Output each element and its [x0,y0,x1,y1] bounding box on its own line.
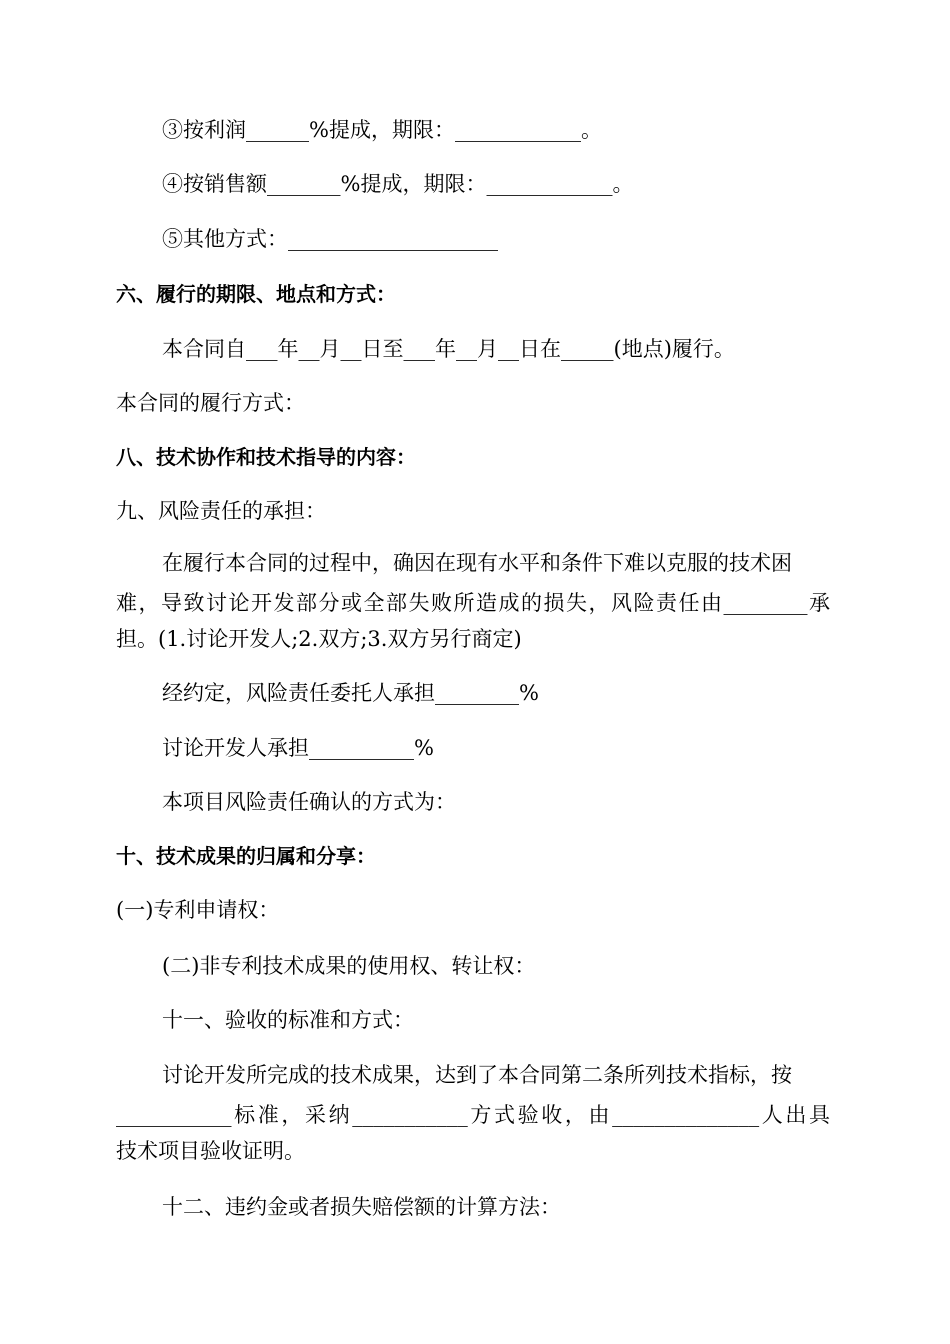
section-9-heading: 九、风险责任的承担： [116,499,326,523]
section-10-heading: 十、技术成果的归属和分享： [116,844,376,868]
patent-right-line: (一)专利申请权： [116,898,280,922]
risk-paragraph-line-2: 难，导致讨论开发部分或全部失败所造成的损失，风险责任由________承 [116,591,830,615]
section-6-heading: 六、履行的期限、地点和方式： [116,282,396,306]
risk-developer-share-line: 讨论开发人承担__________% [162,736,434,760]
risk-confirmation-line: 本项目风险责任确认的方式为： [162,790,456,814]
acceptance-paragraph-line-1: 讨论开发所完成的技术成果，达到了本合同第二条所列技术指标，按 [162,1063,792,1087]
commission-sales-line: ④按销售额_______%提成，期限：____________。 [162,172,634,196]
section-8-heading: 八、技术协作和技术指导的内容： [116,445,416,469]
acceptance-paragraph-line-3: 技术项目验收证明。 [116,1139,305,1163]
section-12-heading: 十二、违约金或者损失赔偿额的计算方法： [162,1195,561,1219]
commission-profit-line: ③按利润______%提成，期限：____________。 [162,118,602,142]
risk-client-share-line: 经约定，风险责任委托人承担________% [162,681,539,705]
acceptance-paragraph-line-2: ___________标准，采纳___________方式验收，由______________人出具 [116,1103,830,1127]
section-11-heading: 十一、验收的标准和方式： [162,1008,414,1032]
risk-paragraph-line-1: 在履行本合同的过程中，确因在现有水平和条件下难以克服的技术困 [162,551,792,575]
commission-other-line: ⑤其他方式：____________________ [162,227,498,251]
performance-period-line: 本合同自___年__月__日至___年__月__日在_____(地点)履行。 [162,337,735,361]
performance-method-line: 本合同的履行方式： [116,391,305,415]
non-patent-right-line: (二)非专利技术成果的使用权、转让权： [162,954,536,978]
risk-paragraph-line-3: 担。(1.讨论开发人;2.双方;3.双方另行商定) [116,627,522,651]
